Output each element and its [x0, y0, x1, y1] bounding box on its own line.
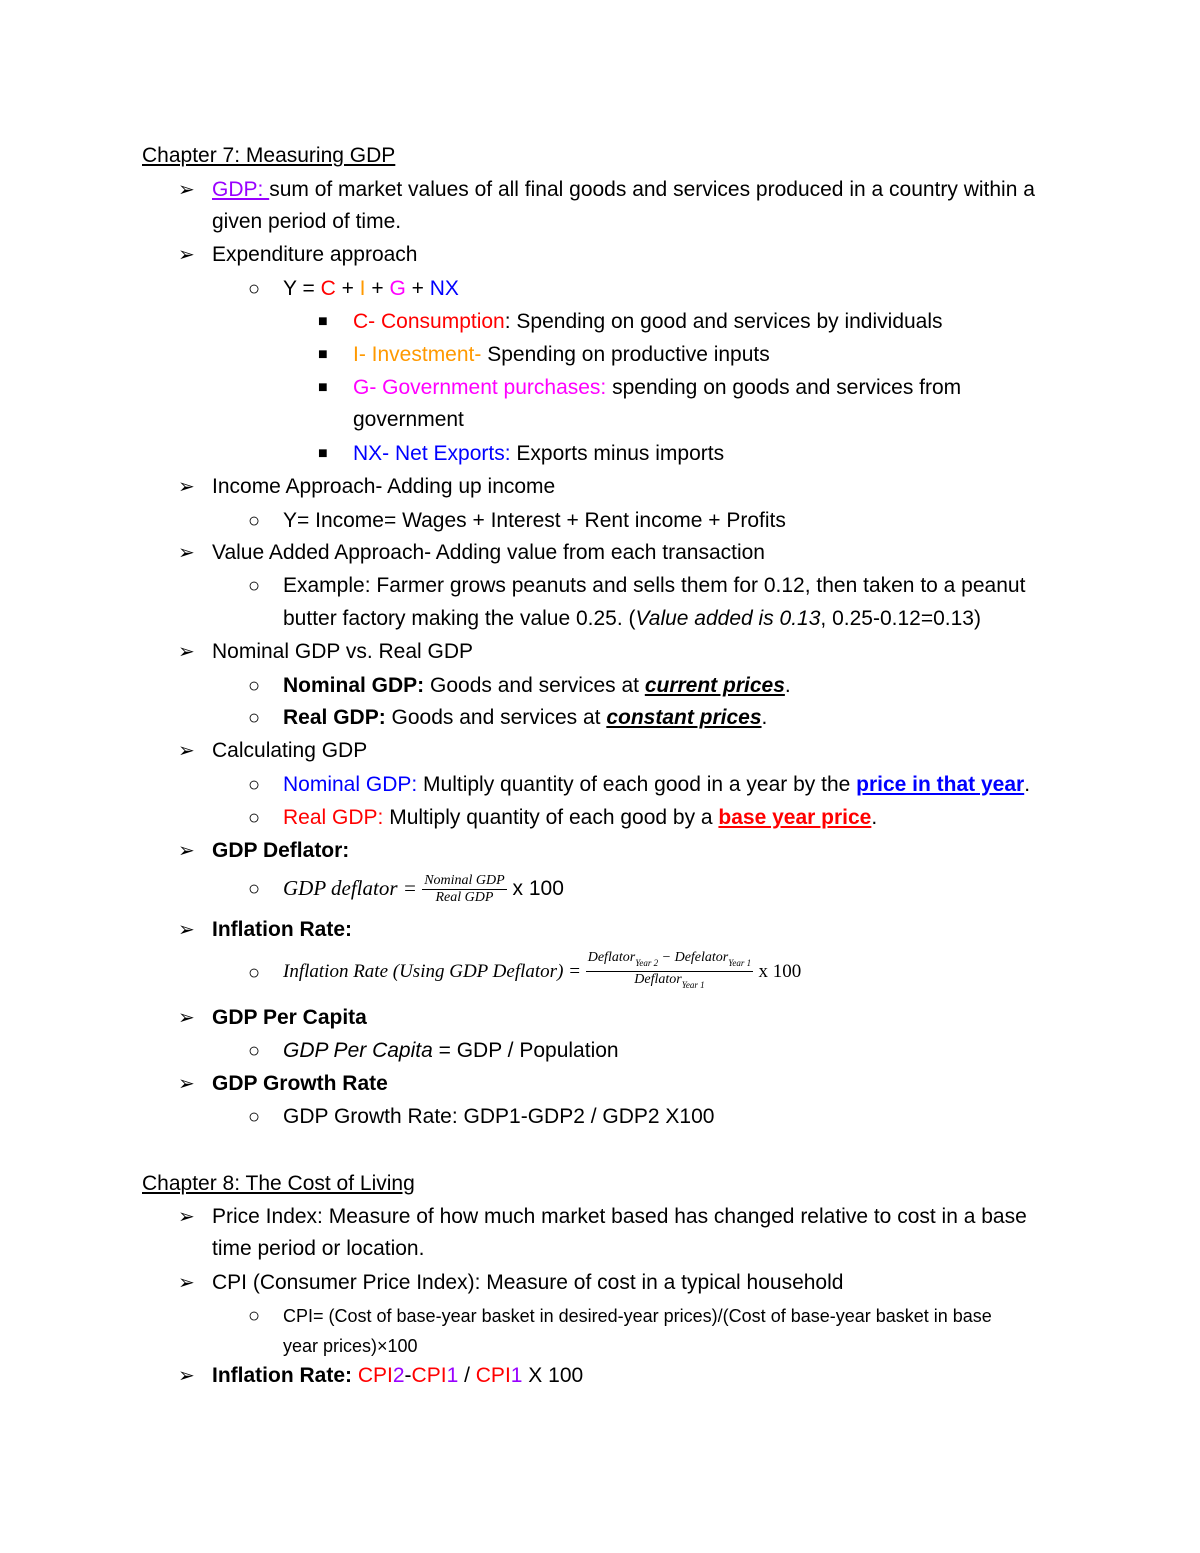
circle-bullet-icon: ○ — [248, 962, 261, 984]
cpi-formula-cont: year prices)×100 — [283, 1336, 418, 1356]
net-exports-item: NX- Net Exports: Exports minus imports — [353, 442, 725, 465]
cpi-inflation-rate: Inflation Rate: CPI2-CPI1 / CPI1 X 100 — [212, 1364, 584, 1387]
value-added-example-cont: butter factory making the value 0.25. (Value added is 0.13, 0.25-0.12=0.13) — [283, 607, 981, 630]
inflation-fraction: $\frac{Deflator_{Year 2} - Defelator_{Year 1}}{Deflator_{Year 1}}$ — [586, 950, 753, 993]
gdp-deflator-formula: GDP deflator = $\frac{\text{Nominal GDP}}{\text{Real GDP}}$ x 100 — [283, 872, 564, 905]
circle-bullet-icon: ○ — [248, 675, 261, 697]
arrow-bullet-icon: ➢ — [178, 740, 195, 762]
circle-bullet-icon: ○ — [248, 707, 261, 729]
calc-real-gdp: Real GDP: Multiply quantity of each good by a base year price. — [283, 806, 878, 829]
cpi-definition: CPI (Consumer Price Index): Measure of cost in a typical household — [212, 1271, 844, 1294]
arrow-bullet-icon: ➢ — [178, 919, 195, 941]
government-item-cont: government — [353, 408, 464, 431]
chapter-8-heading: Chapter 8: The Cost of Living — [142, 1172, 415, 1195]
income-equation: Y= Income= Wages + Interest + Rent income + Profits — [283, 509, 786, 532]
square-bullet-icon: ■ — [318, 346, 328, 363]
arrow-bullet-icon: ➢ — [178, 179, 195, 201]
circle-bullet-icon: ○ — [248, 774, 261, 796]
nominal-gdp-definition: Nominal GDP: Goods and services at current prices. — [283, 674, 791, 697]
gdp-per-capita-heading: GDP Per Capita — [212, 1006, 367, 1029]
circle-bullet-icon: ○ — [248, 1305, 261, 1327]
expenditure-approach: Expenditure approach — [212, 243, 418, 266]
gdp-definition: GDP: sum of market values of all final goods and services produced in a country within a — [212, 178, 1035, 201]
circle-bullet-icon: ○ — [248, 510, 261, 532]
cpi-formula: CPI= (Cost of base-year basket in desired-year prices)/(Cost of base-year basket in base — [283, 1306, 992, 1326]
arrow-bullet-icon: ➢ — [178, 476, 195, 498]
circle-bullet-icon: ○ — [248, 807, 261, 829]
inflation-rate-formula: Inflation Rate (Using GDP Deflator) = $\frac{Deflator_{Year 2} - Defelator_{Year 1}}{Deflator_{Year 1}}$ x 100 — [283, 950, 801, 994]
income-approach: Income Approach- Adding up income — [212, 475, 556, 498]
arrow-bullet-icon: ➢ — [178, 244, 195, 266]
arrow-bullet-icon: ➢ — [178, 1272, 195, 1294]
government-item: G- Government purchases: spending on goods and services from — [353, 376, 962, 399]
circle-bullet-icon: ○ — [248, 1106, 261, 1128]
consumption-item: C- Consumption: Spending on good and services by individuals — [353, 310, 943, 333]
gdp-deflator-heading: GDP Deflator: — [212, 839, 350, 862]
arrow-bullet-icon: ➢ — [178, 641, 195, 663]
arrow-bullet-icon: ➢ — [178, 840, 195, 862]
arrow-bullet-icon: ➢ — [178, 1073, 195, 1095]
deflator-fraction: $\frac{\text{Nominal GDP}}{\text{Real GDP}}$ — [424, 872, 505, 905]
gdp-definition-cont: given period of time. — [212, 210, 402, 233]
inflation-rate-heading: Inflation Rate: — [212, 918, 352, 941]
gdp-per-capita-formula: GDP Per Capita = GDP / Population — [283, 1039, 619, 1062]
arrow-bullet-icon: ➢ — [178, 1007, 195, 1029]
gdp-growth-heading: GDP Growth Rate — [212, 1072, 388, 1095]
calculating-gdp: Calculating GDP — [212, 739, 368, 762]
circle-bullet-icon: ○ — [248, 575, 261, 597]
real-gdp-definition: Real GDP: Goods and services at constant prices. — [283, 706, 768, 729]
arrow-bullet-icon: ➢ — [178, 542, 195, 564]
expenditure-equation: Y = C + I + G + NX — [283, 277, 459, 300]
nominal-vs-real: Nominal GDP vs. Real GDP — [212, 640, 474, 663]
price-index-definition-cont: time period or location. — [212, 1237, 425, 1260]
square-bullet-icon: ■ — [318, 313, 328, 330]
square-bullet-icon: ■ — [318, 379, 328, 396]
calc-nominal-gdp: Nominal GDP: Multiply quantity of each good in a year by the price in that year. — [283, 773, 1031, 796]
square-bullet-icon: ■ — [318, 445, 328, 462]
arrow-bullet-icon: ➢ — [178, 1206, 195, 1228]
circle-bullet-icon: ○ — [248, 278, 261, 300]
investment-item: I- Investment- Spending on productive inputs — [353, 343, 770, 366]
value-added-example: Example: Farmer grows peanuts and sells them for 0.12, then taken to a peanut — [283, 574, 1026, 597]
arrow-bullet-icon: ➢ — [178, 1365, 195, 1387]
price-index-definition: Price Index: Measure of how much market based has changed relative to cost in a base — [212, 1205, 1027, 1228]
circle-bullet-icon: ○ — [248, 878, 261, 900]
gdp-growth-formula: GDP Growth Rate: GDP1-GDP2 / GDP2 X100 — [283, 1105, 715, 1128]
chapter-7-heading: Chapter 7: Measuring GDP — [142, 144, 396, 167]
circle-bullet-icon: ○ — [248, 1040, 261, 1062]
value-added-approach: Value Added Approach- Adding value from each transaction — [212, 541, 765, 564]
